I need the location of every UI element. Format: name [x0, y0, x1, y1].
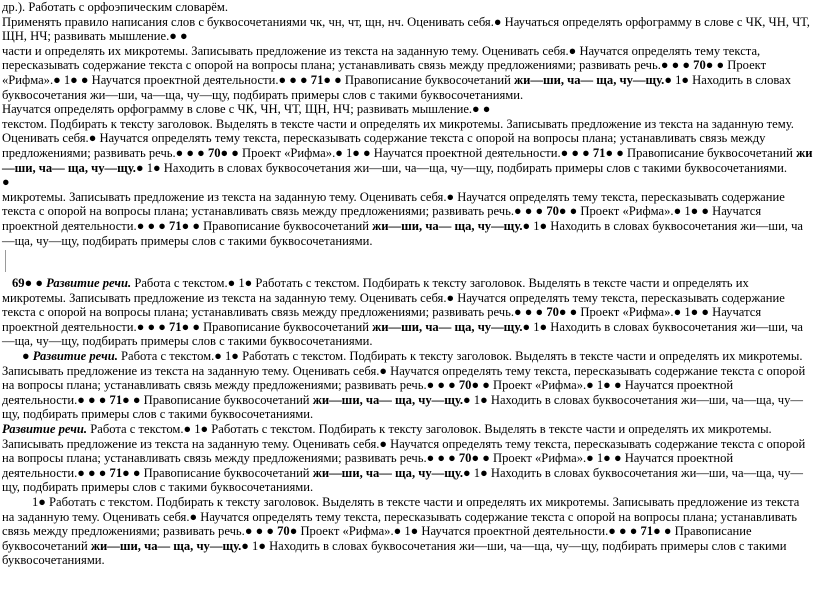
section-gap — [2, 248, 814, 276]
text-cursor-mark — [5, 250, 6, 272]
paragraph-4: Научатся определять орфограмму в слове с ЧК, ЧН, ЧТ, ЩН, НЧ; развивать мышление.● ● — [2, 102, 491, 117]
paragraph-11: 1● Работать с текстом. Подбирать к тексту заголовок. Выделять в тексте части и определять их микротемы. Записывать предложение из текста на заданную тему. Оценивать себя.● Научатся определять тему текста, пересказывать содержание текста с опорой на вопросы плана; устанавливать связь между предложениями; развивать речь.● ● ● 70● Проект «Рифма».● 1● Научатся проектной деятельности.● ● ● 71● ● Правописание буквосочетаний жи—ши, ча— ща, чу—щу.● 1● Находить в словах буквосочетания жи—ши, ча—ща, чу—щу, подбирать примеры слов с такими буквосочетаниями. — [2, 495, 800, 568]
paragraph-7: микротемы. Записывать предложение из текста на заданную тему. Оценивать себя.● Научатся определять тему текста, пересказывать содержание текста с опорой на вопросы плана; устанавливать связь между предложениями; развивать речь.● ● ● 70● ● Проект «Рифма».● 1● ● Научатся проектной деятельности.● ● ● 71● ● Правописание буквосочетаний жи—ши, ча— ща, чу—щу.● 1● Находить в словах буквосочетания жи—ши, ча—ща, чу—щу, подбирать примеры слов с такими буквосочетаниями. — [2, 189, 804, 248]
paragraph-8: 69● ● Развитие речи. Работа с текстом.● 1● Работать с текстом. Подбирать к тексту заголовок. Выделять в тексте части и определять их микротемы. Записывать предложение из текста на заданную тему. Оценивать себя.● Научатся определять тему текста, пересказывать содержание текста с опорой на вопросы плана; устанавливать связь между предложениями; развивать речь.● ● ● 70● ● Проект «Рифма».● 1● ● Научатся проектной деятельности.● ● ● 71● ● Правописание буквосочетаний жи—ши, ча— ща, чу—щу.● 1● Находить в словах буквосочетания жи—ши, ча—ща, чу—щу, подбирать примеры слов с такими буквосочетаниями. — [2, 276, 804, 349]
paragraph-5: текстом. Подбирать к тексту заголовок. Выделять в тексте части и определять их микротемы. Записывать предложение из текста на заданную тему. Оценивать себя.● Научатся определять тему текста, пересказывать содержание текста с опорой на вопросы плана; устанавливать связь между предложениями; развивать речь.● ● ● 70● ● Проект «Рифма».● 1● ● Научатся проектной деятельности.● ● ● 71● ● Правописание буквосочетаний жи—ши, ча— ща, чу—щу.● 1● Находить в словах буквосочетания жи—ши, ча—ща, чу—щу, подбирать примеры слов с такими буквосочетаниями. — [2, 116, 813, 175]
paragraph-2: Применять правило написания слов с буквосочетаниями чк, чн, чт, щн, нч. Оценивать себя.● Научаться определять орфограмму в слове с ЧК, ЧН, ЧТ, ЩН, НЧ; развивать мышление.● ● — [2, 14, 810, 44]
paragraph-10: Развитие речи. Работа с текстом.● 1● Работать с текстом. Подбирать к тексту заголовок. Выделять в тексте части и определять их микротемы. Записывать предложение из текста на заданную тему. Оценивать себя.● Научатся определять тему текста, пересказывать содержание текста с опорой на вопросы плана; устанавливать связь между предложениями; развивать речь.● ● ● 70● ● Проект «Рифма».● 1● ● Научатся проектной деятельности.● ● ● 71● ● Правописание буквосочетаний жи—ши, ча— ща, чу—щу.● 1● Находить в словах буквосочетания жи—ши, ча—ща, чу—щу, подбирать примеры слов с такими буквосочетаниями. — [2, 422, 806, 495]
paragraph-6: ● — [2, 175, 10, 190]
paragraph-1: др.). Работать с орфоэпическим словарём. — [2, 0, 228, 14]
paragraph-3: части и определять их микротемы. Записывать предложение из текста на заданную тему. Оценивать себя.● Научатся определять тему текста, пересказывать содержание текста с опорой на вопросы плана; устанавливать связь между предложениями; развивать речь.● ● ● 70● ● Проект «Рифма».● 1● ● Научатся проектной деятельности.● ● ● 71● ● Правописание буквосочетаний жи—ши, ча— ща, чу—щу.● 1● Находить в словах буквосочетания жи—ши, ча—ща, чу—щу, подбирать примеры слов с такими буквосочетаниями. — [2, 43, 792, 102]
paragraph-9: ● Развитие речи. Работа с текстом.● 1● Работать с текстом. Подбирать к тексту заголовок. Выделять в тексте части и определять их микротемы. Записывать предложение из текста на заданную тему. Оценивать себя.● Научатся определять тему текста, пересказывать содержание текста с опорой на вопросы плана; устанавливать связь между предложениями; развивать речь.● ● ● 70● ● Проект «Рифма».● 1● ● Научатся проектной деятельности.● ● ● 71● ● Правописание буквосочетаний жи—ши, ча— ща, чу—щу.● 1● Находить в словах буквосочетания жи—ши, ча—ща, чу—щу, подбирать примеры слов с такими буквосочетаниями. — [2, 349, 806, 422]
